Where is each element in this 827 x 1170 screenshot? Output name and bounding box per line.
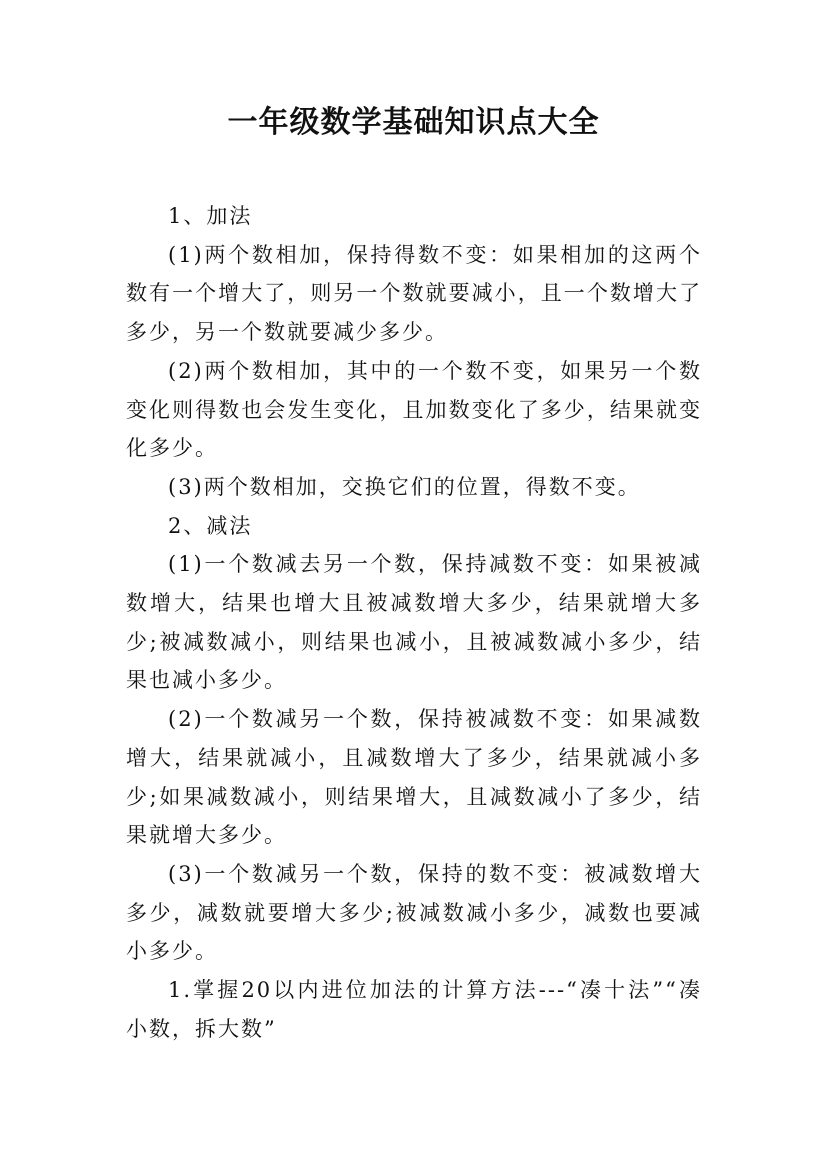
paragraph: (1)一个数减去另一个数，保持减数不变：如果被减数增大，结果也增大且被减数增大多少，结果就增大多少;被减数减小，则结果也减小，且被减数减小多少，结果也减小多少。 <box>126 552 702 693</box>
paragraph: (3)两个数相加，交换它们的位置，得数不变。 <box>168 474 641 499</box>
paragraph: 1.掌握20以内进位加法的计算方法---“凑十法”“凑小数，拆大数” <box>126 978 702 1041</box>
paragraph: (2)两个数相加，其中的一个数不变，如果另一个数变化则得数也会发生变化，且加数变化了多少，结果就变化多少。 <box>126 358 702 461</box>
document-body <box>126 197 702 1048</box>
section-heading-subtraction: 2、减法 <box>168 513 253 538</box>
paragraph: (3)一个数减另一个数，保持的数不变：被减数增大多少，减数就要增大多少;被减数减小多少，减数也要减小多少。 <box>126 861 702 964</box>
page-title: 一年级数学基础知识点大全 <box>227 105 600 140</box>
section-heading-addition: 1、加法 <box>168 204 253 228</box>
paragraph: (2)一个数减另一个数，保持被减数不变：如果减数增大，结果就减小，且减数增大了多少，结果就减小多少;如果减数减小，则结果增大，且减数减小了多少，结果就增大多少。 <box>126 707 702 848</box>
paragraph: (1)两个数相加，保持得数不变：如果相加的这两个数有一个增大了，则另一个数就要减小，且一个数增大了多少，另一个数就要减少多少。 <box>126 242 702 345</box>
